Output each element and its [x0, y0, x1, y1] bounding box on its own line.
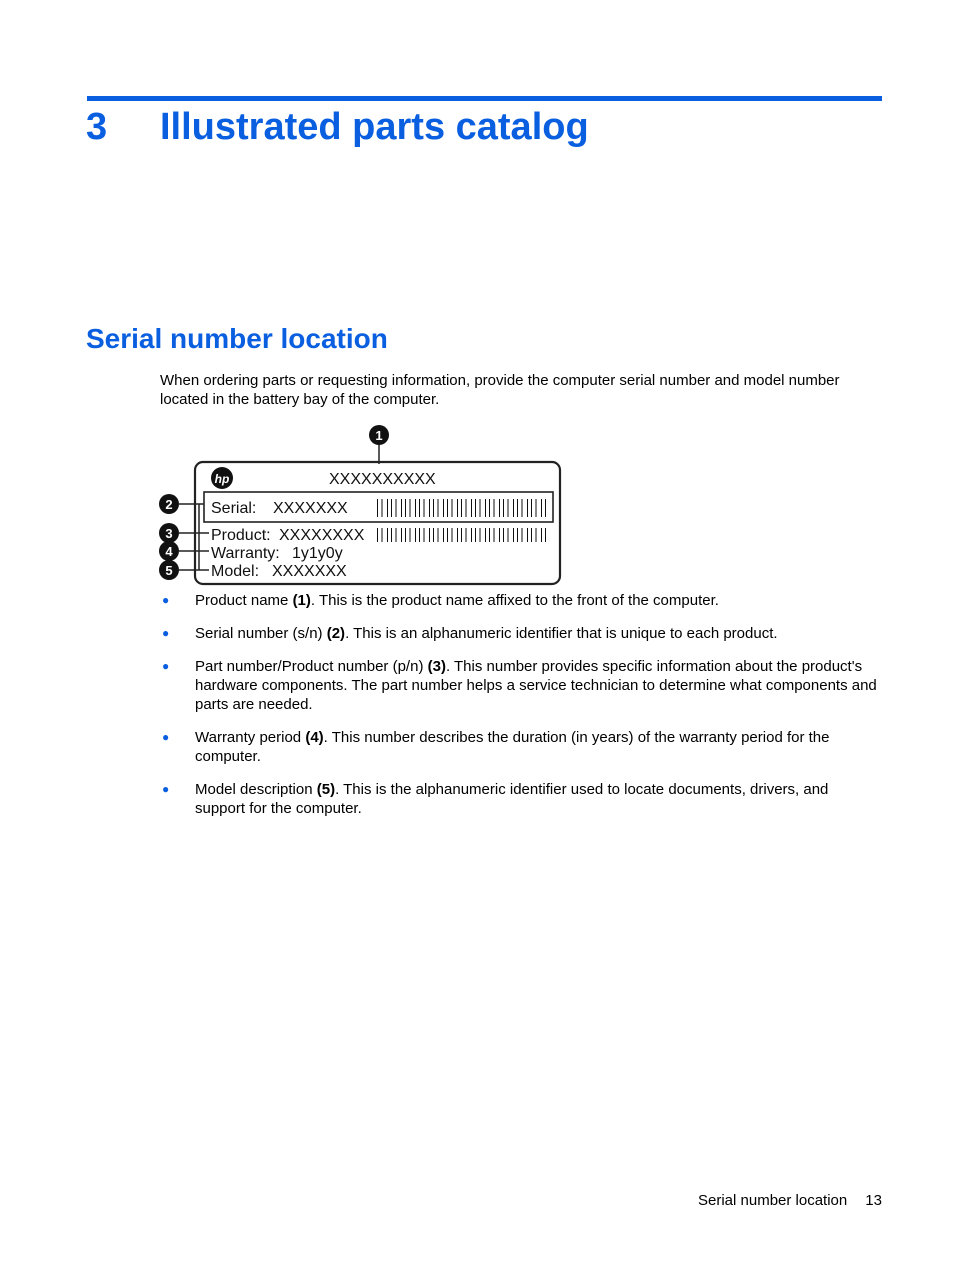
list-item: ● Serial number (s/n) (2). This is an alphanumeric identifier that is unique to each product. [162, 625, 778, 642]
label-serial-label: Serial: [211, 500, 257, 517]
section-title: Serial number location [86, 323, 388, 354]
bullet-list [160, 591, 880, 832]
bullet-icon: ● [162, 659, 170, 673]
chapter-title: Illustrated parts catalog [160, 106, 589, 148]
svg-text:5: 5 [165, 563, 173, 578]
svg-text:2: 2 [165, 497, 173, 512]
label-warranty-label: Warranty: [211, 545, 280, 562]
chapter-heading [86, 106, 589, 149]
intro-paragraph: When ordering parts or requesting information, provide the computer serial number and model number located in the battery bay of the computer. [160, 372, 840, 408]
list-item: ● Warranty period (4). This number describes the duration (in years) of the warranty period for the computer. [162, 729, 830, 765]
svg-text:hp: hp [214, 472, 230, 486]
label-model-value: XXXXXXX [272, 563, 347, 580]
label-product-name: XXXXXXXXXX [329, 471, 436, 488]
chapter-number: 3 [86, 106, 108, 148]
page-footer [698, 1192, 882, 1209]
list-item: ● Model description (5). This is the alphanumeric identifier used to locate documents, drivers, and support for the computer. [162, 781, 829, 817]
label-serial-value: XXXXXXX [273, 500, 348, 517]
bullet-icon: ● [162, 626, 170, 640]
bullet-icon: ● [162, 730, 170, 744]
svg-text:4: 4 [165, 544, 173, 559]
serial-label-illustration [155, 420, 565, 588]
label-model-label: Model: [211, 563, 260, 580]
label-warranty-value: 1y1y0y [292, 545, 343, 562]
list-item: ● Part number/Product number (p/n) (3). This number provides specific information about the product's hardware components. The part number helps a service technician to determine what components and parts are needed. [162, 658, 877, 713]
bullet-icon: ● [162, 593, 170, 607]
footer-section: Serial number location [698, 1192, 848, 1209]
svg-text:1: 1 [375, 428, 383, 443]
label-product-label: Product: [211, 527, 271, 544]
list-item: ● Product name (1). This is the product name affixed to the front of the computer. [162, 592, 719, 609]
chapter-rule [87, 96, 882, 101]
page-number: 13 [865, 1192, 882, 1209]
label-product-value: XXXXXXXX [279, 527, 365, 544]
bullet-icon: ● [162, 782, 170, 796]
svg-text:3: 3 [165, 526, 173, 541]
